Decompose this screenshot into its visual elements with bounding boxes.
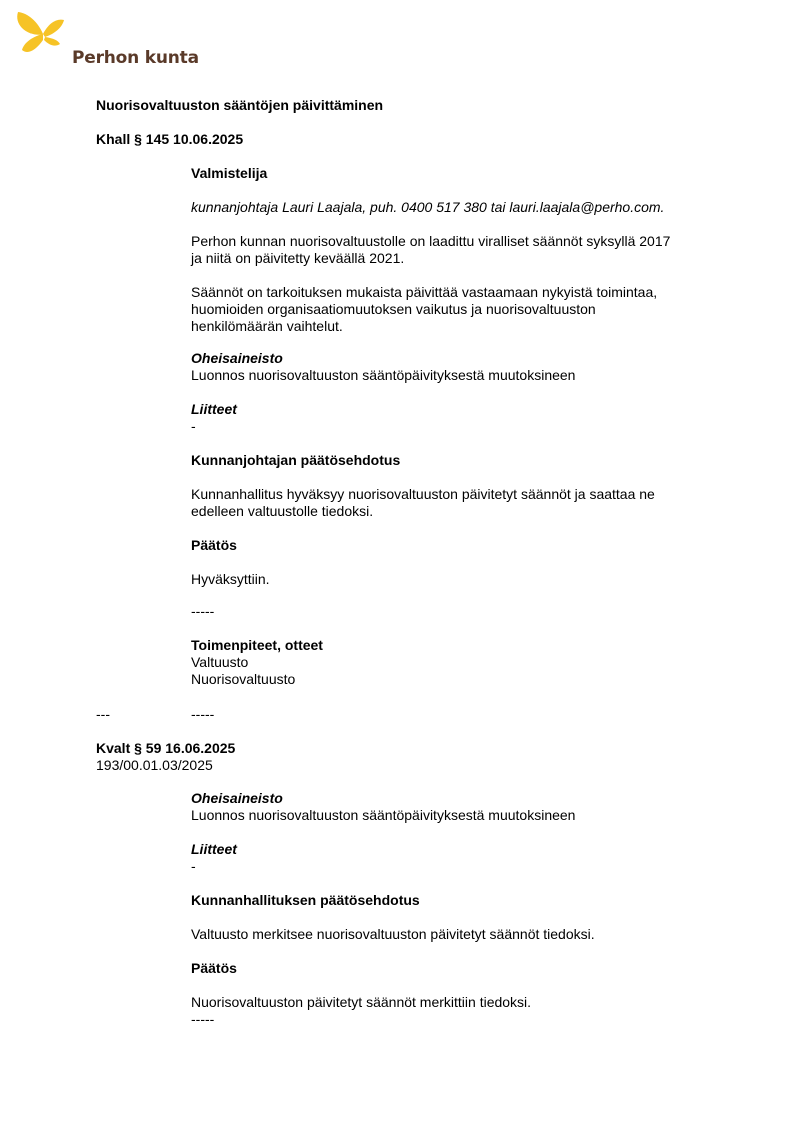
preparer-text: kunnanjohtaja Lauri Laajala, puh. 0400 517 380 tai lauri.laajala@perho.com. (191, 199, 665, 215)
paragraph-line: ja niitä on päivitetty keväällä 2021. (191, 250, 405, 266)
proposal-text: Valtuusto merkitsee nuorisovaltuuston päivitetyt säännöt tiedoksi. (191, 926, 595, 942)
section-divider-left: --- (96, 706, 110, 722)
action-item: Nuorisovaltuusto (191, 671, 296, 687)
paragraph-line: henkilömäärän vaihtelut. (191, 318, 343, 334)
section-divider: ----- (191, 706, 215, 722)
attachments-text: - (191, 858, 196, 874)
paragraph-line: Perhon kunnan nuorisovaltuustolle on laadittu viralliset säännöt syksyllä 2017 (191, 233, 671, 249)
attachments-text: - (191, 418, 196, 434)
decision-text: Nuorisovaltuuston päivitetyt säännöt merkittiin tiedoksi. (191, 994, 532, 1010)
material-text: Luonnos nuorisovaltuuston sääntöpäivityksestä muutoksineen (191, 367, 576, 383)
paragraph-line: huomioiden organisaatiomuutoksen vaikutus ja nuorisovaltuuston (191, 301, 596, 317)
document-title: Nuorisovaltuuston sääntöjen päivittäminen (96, 97, 384, 113)
perhon-kunta-logo (14, 10, 199, 68)
proposal-heading: Kunnanjohtajan päätösehdotus (191, 452, 401, 468)
material-text: Luonnos nuorisovaltuuston sääntöpäivityksestä muutoksineen (191, 807, 576, 823)
material-heading: Oheisaineisto (191, 790, 283, 806)
separator: ----- (191, 1011, 215, 1027)
paragraph-line: Säännöt on tarkoituksen mukaista päivittää vastaamaan nykyistä toimintaa, (191, 284, 658, 300)
reference-number: 193/00.01.03/2025 (96, 757, 213, 773)
actions-heading: Toimenpiteet, otteet (191, 637, 323, 653)
decision-heading: Päätös (191, 960, 237, 976)
proposal-heading: Kunnanhallituksen päätösehdotus (191, 892, 420, 908)
proposal-line: Kunnanhallitus hyväksyy nuorisovaltuuston päivitetyt säännöt ja saattaa ne (191, 486, 655, 502)
attachments-heading: Liitteet (191, 841, 237, 857)
material-heading: Oheisaineisto (191, 350, 283, 366)
action-item: Valtuusto (191, 654, 249, 670)
separator: ----- (191, 603, 215, 619)
decision-heading: Päätös (191, 537, 237, 553)
attachments-heading: Liitteet (191, 401, 237, 417)
khall-header: Khall § 145 10.06.2025 (96, 131, 244, 147)
butterfly-icon (14, 10, 74, 60)
kvalt-header: Kvalt § 59 16.06.2025 (96, 740, 236, 756)
brand-name: Perhon kunta (72, 48, 199, 68)
proposal-line: edelleen valtuustolle tiedoksi. (191, 503, 374, 519)
decision-text: Hyväksyttiin. (191, 571, 270, 587)
preparer-heading: Valmistelija (191, 165, 268, 181)
